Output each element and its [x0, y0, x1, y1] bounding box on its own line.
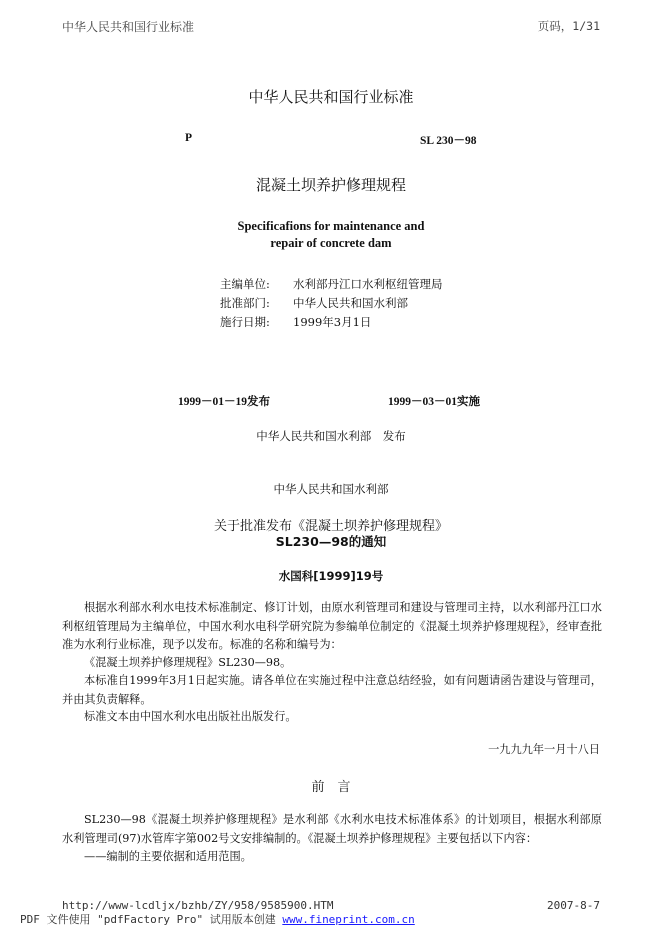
meta-label-effective-date: 施行日期: — [220, 315, 270, 329]
print-footer-date: 2007-8-7 — [547, 899, 600, 912]
cn-title: 混凝土坝养护修理规程 — [255, 176, 406, 194]
print-header-page: 页码，1/31 — [537, 19, 600, 33]
meta-value-approver: 中华人民共和国水利部 — [293, 296, 408, 310]
pdf-note-text: PDF 文件使用 "pdfFactory Pro" 试用版本创建 — [20, 913, 283, 926]
en-title-line1: Specificafions for maintenance and — [237, 219, 425, 233]
standard-code: SL 230－98 — [420, 135, 477, 147]
print-header-title: 中华人民共和国行业标准 — [62, 20, 195, 34]
notice-paragraph: 标准文本由中国水利水电出版社出版发行。 — [84, 710, 297, 723]
preface-paragraph: ——编制的主要依据和适用范围。 — [84, 850, 252, 863]
meta-value-editor: 水利部丹江口水利枢纽管理局 — [293, 277, 443, 291]
publisher-line: 中华人民共和国水利部 发布 — [256, 429, 406, 443]
preface-heading: 前 言 — [311, 780, 351, 795]
effective-date: 1999－03－01实施 — [388, 396, 480, 408]
pdf-watermark-note — [20, 911, 415, 927]
notice-title-line2: SL230—98的通知 — [275, 534, 387, 549]
en-title-line2: repair of concrete dam — [270, 236, 392, 250]
notice-date: 一九九九年一月十八日 — [488, 743, 600, 756]
preface-paragraph: SL230—98《混凝土坝养护修理规程》是水利部《水利水电技术标准体系》的计划项目，根据水利部原水利管理司(97)水管库字第002号文安排编制的。《混凝土坝养护修理规程》主要包括以下内容： — [62, 813, 602, 845]
notice-paragraph: 根据水利部水利水电技术标准制定、修订计划，由原水利管理司和建设与管理司主持，以水利部丹江口水利枢纽管理局为主编单位，中国水利水电科学研究院为参编单位制定的《混凝土坝养护修理规程》，经审查批准为水利行业标准，现予以发布。标准的名称和编号为： — [62, 601, 602, 651]
notice-doc-number: 水国科[1999]19号 — [278, 569, 384, 583]
meta-value-effective-date: 1999年3月1日 — [293, 315, 372, 329]
issue-date: 1999－01－19发布 — [178, 396, 270, 408]
notice-paragraph: 《混凝土坝养护修理规程》SL230—98。 — [84, 656, 292, 669]
notice-title-line1: 关于批准发布《混凝土坝养护修理规程》 — [213, 519, 448, 534]
print-footer-url: http://www-lcdljx/bzhb/ZY/958/9585900.HTM — [62, 899, 334, 912]
meta-label-editor: 主编单位: — [220, 277, 270, 291]
notice-ministry: 中华人民共和国水利部 — [273, 482, 389, 496]
fineprint-link[interactable]: www.fineprint.com.cn — [282, 913, 415, 926]
notice-paragraph: 本标准自1999年3月1日起实施。请各单位在实施过程中注意总结经验，如有问题请函告建设与管理司，并由其负责解释。 — [62, 674, 602, 706]
org-title: 中华人民共和国行业标准 — [248, 88, 414, 106]
category-code: P — [185, 132, 193, 144]
meta-label-approver: 批准部门: — [220, 296, 270, 310]
